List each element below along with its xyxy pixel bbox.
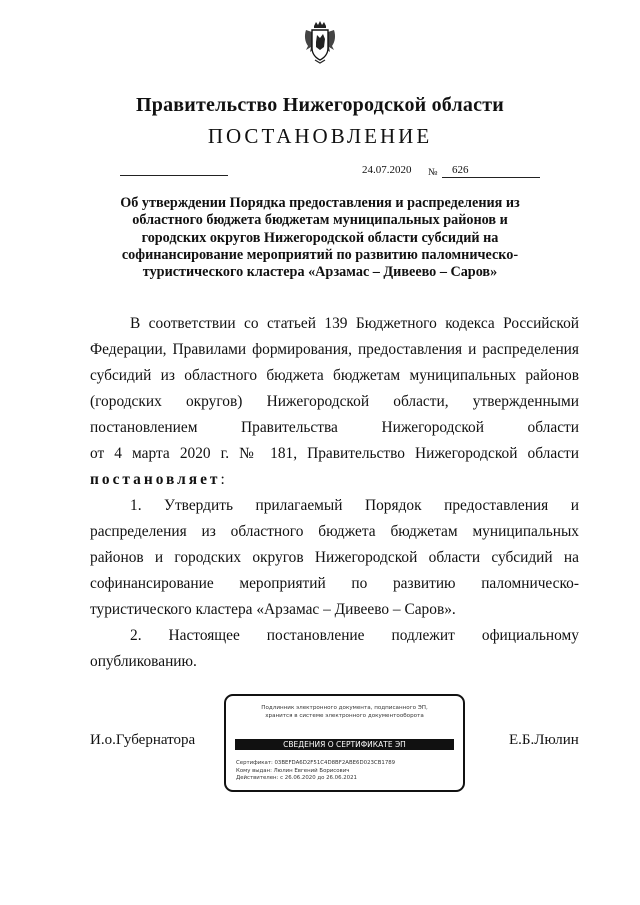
item-2-tail: опубликованию. [90,653,197,670]
document-title: Об утверждении Порядка предоставления и распределения из областного бюджета бюджетам муниципальных районов и городских округов Нижегородской области субсидий на софинансирование мероприятий по развитию паломническо-туристического кластера «Арзамас – Дивеево – Саров» [120,195,520,281]
blank-date-line [120,175,228,176]
document-number: 626 [442,164,540,178]
stamp-caption-line-1: Подлинник электронного документа, подписанного ЭП, [261,705,428,711]
stamp-caption [226,704,463,720]
number-sign: № [428,167,438,178]
stamp-details [236,760,395,783]
document-date: 24.07.2020 [362,164,412,176]
signer-name: Е.Б.Люлин [509,732,579,748]
item-1: 1. Утвердить прилагаемый Порядок предоставления и распределения из областного бюджета бюджетам муниципальных районов и городских округов Нижегородской области субсидий на софинансирование мероприятий по развитию паломническо-туристического кластера «Арзамас – Дивеево – Саров». [90,497,579,618]
signer-position: И.о.Губернатора [90,732,196,748]
decree-line: постановляет: [90,471,225,488]
intro-tail: от 4 марта 2020 г. № 181, Правительство Нижегородской области [90,445,579,462]
government-title: Правительство Нижегородской области [136,94,504,116]
document-body [90,311,579,675]
document-type: ПОСТАНОВЛЕНИЕ [207,124,433,148]
coat-of-arms-icon [302,20,338,64]
stamp-certificate: Сертификат: 03BEFDA6D2F51C4D8BF2ABE6D023CB1789 [236,760,396,766]
stamp-certificate-bar: СВЕДЕНИЯ О СЕРТИФИКАТЕ ЭП [235,739,454,750]
stamp-caption-line-2: хранится в системе электронного документооборота [265,713,424,719]
intro-paragraph: В соответствии со статьей 139 Бюджетного кодекса Российской Федерации, Правилами формирования, предоставления и распределения субсидий из областного бюджета бюджетам муниципальных районов (городских округов) Нижегородской области, утвержденными постановлением Правительства Нижегородской области [90,315,579,436]
electronic-signature-stamp [224,694,465,792]
stamp-issued-to: Кому выдан: Люлин Евгений Борисович [236,767,350,774]
decree-word: постановляет [90,471,221,488]
item-2-head: 2. Настоящее постановление подлежит официальному [130,627,579,644]
stamp-valid: Действителен: с 26.06.2020 до 26.06.2021 [236,775,357,782]
